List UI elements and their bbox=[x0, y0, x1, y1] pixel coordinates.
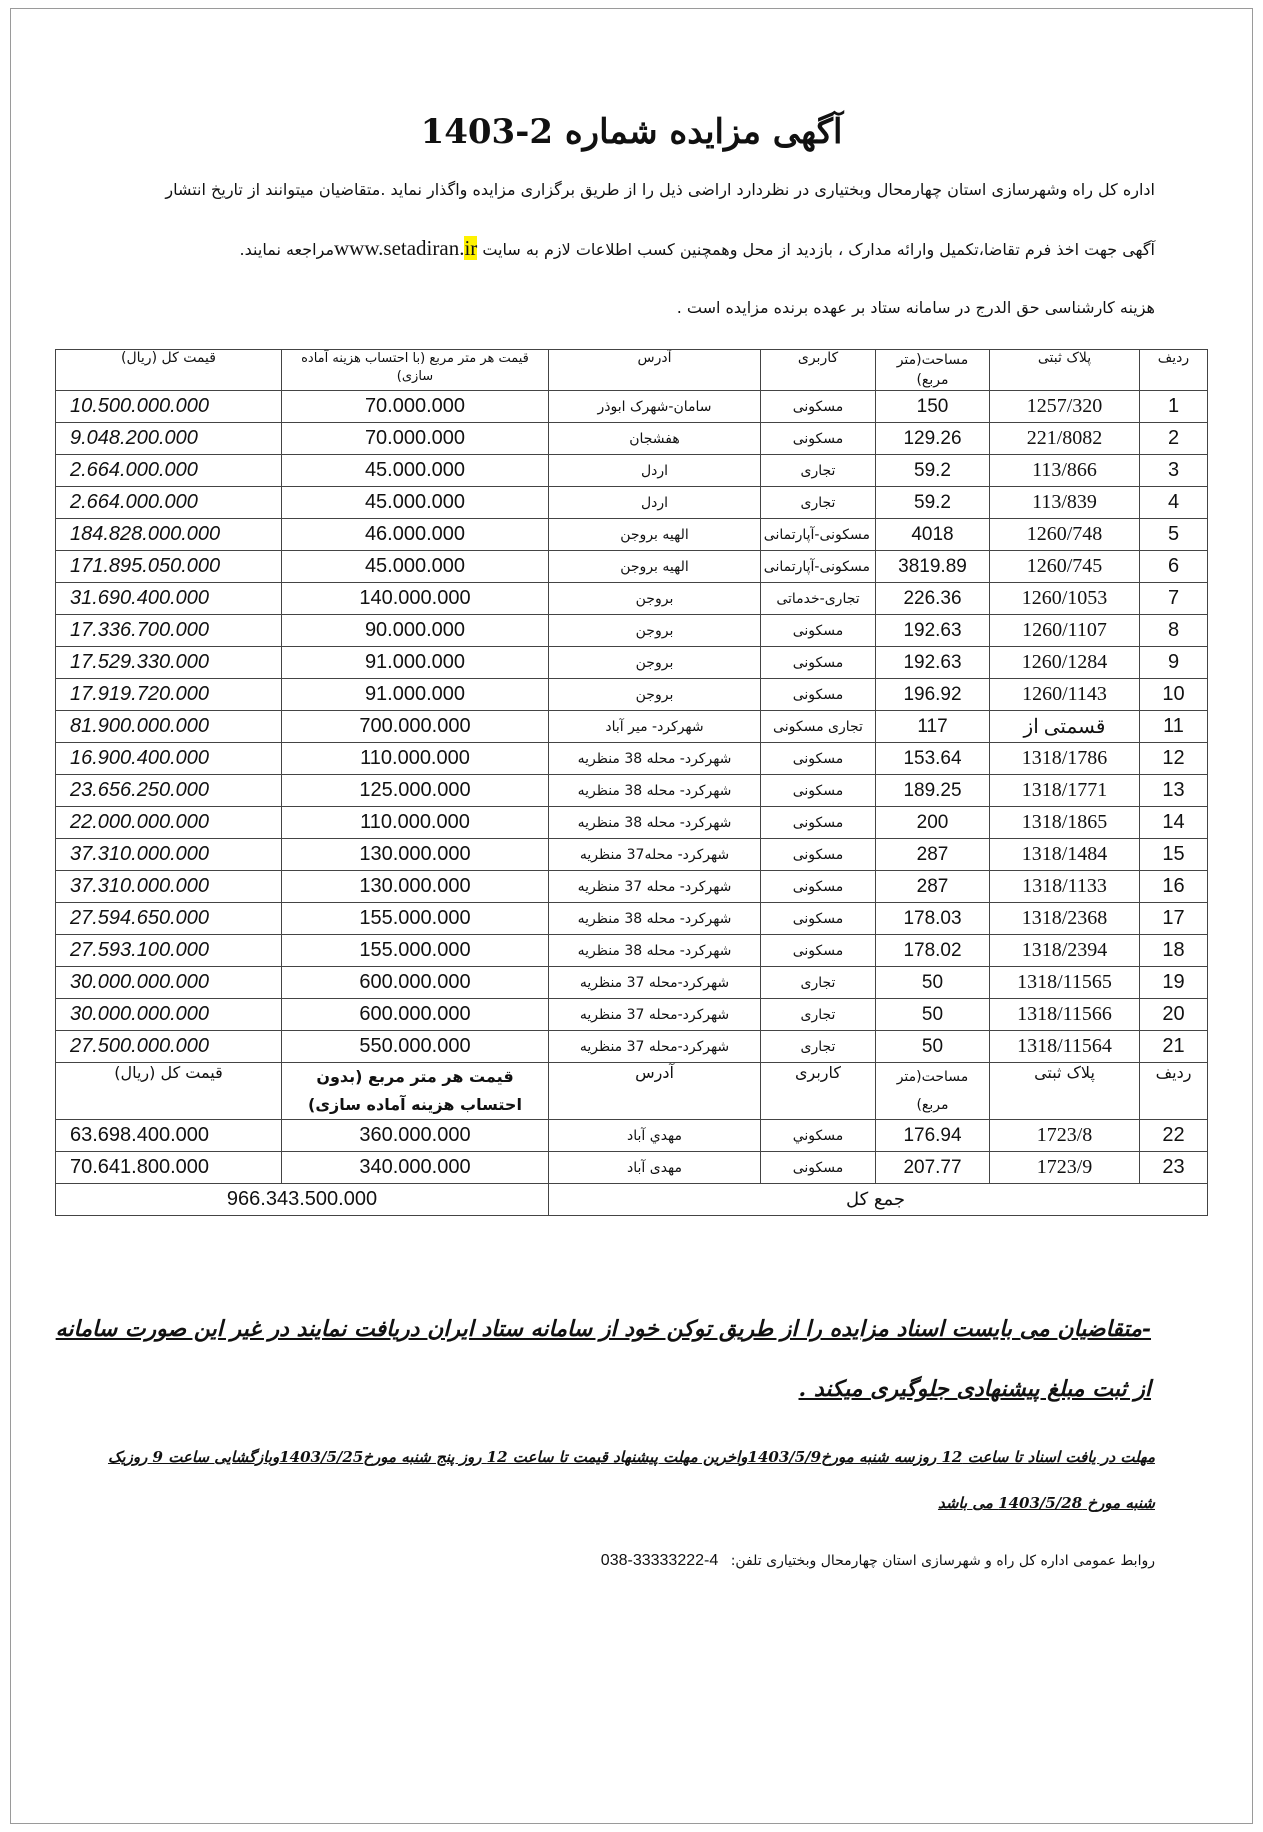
cell-use: تجاری bbox=[761, 1031, 876, 1063]
cell-area: 207.77 bbox=[876, 1152, 990, 1184]
intro-text-before: آگهی جهت اخذ فرم تقاضا،تکمیل وارائه مدارک ، بازدید از محل وهمچنین کسب اطلاعات لازم به سایت bbox=[482, 240, 1155, 259]
cell-row: 8 bbox=[1140, 615, 1208, 647]
cell-area: 153.64 bbox=[876, 743, 990, 775]
table-row bbox=[56, 967, 1208, 999]
cell-unit-price: 45.000.000 bbox=[282, 551, 549, 583]
intro-line-1: اداره کل راه وشهرسازی استان چهارمحال وبختیاری در نظردارد اراضی ذیل را از طریق برگزاری مزایده واگذار نماید .متقاضیان میتوانند از تاریخ انتشار bbox=[165, 180, 1155, 199]
cell-address: بروجن bbox=[549, 647, 761, 679]
sum-label: جمع کل bbox=[549, 1184, 1208, 1216]
cell-unit-price: 155.000.000 bbox=[282, 935, 549, 967]
cell-plak: 1260/1284 bbox=[990, 647, 1140, 679]
cell-address: شهرکرد- محله 38 منظریه bbox=[549, 903, 761, 935]
cell-use: تجاری bbox=[761, 455, 876, 487]
cell-row: 12 bbox=[1140, 743, 1208, 775]
cell-row: 14 bbox=[1140, 807, 1208, 839]
cell-unit-price: 46.000.000 bbox=[282, 519, 549, 551]
cell-address: مهدی آباد bbox=[549, 1152, 761, 1184]
cell-row: 3 bbox=[1140, 455, 1208, 487]
cell-use: مسکونی bbox=[761, 647, 876, 679]
cell-area: 117 bbox=[876, 711, 990, 743]
cell-area: 178.03 bbox=[876, 903, 990, 935]
cell-address: بروجن bbox=[549, 583, 761, 615]
cell-unit-price: 91.000.000 bbox=[282, 679, 549, 711]
table-row bbox=[56, 839, 1208, 871]
cell-plak: 1260/1143 bbox=[990, 679, 1140, 711]
cell-total-price: 70.641.800.000 bbox=[56, 1152, 282, 1184]
cell-plak: 1318/2368 bbox=[990, 903, 1140, 935]
cell-total-price: 30.000.000.000 bbox=[56, 999, 282, 1031]
cell-use: تجاری bbox=[761, 487, 876, 519]
table-row bbox=[56, 455, 1208, 487]
cell-address: سامان-شهرک ابوذر bbox=[549, 391, 761, 423]
cell-plak: 1260/1107 bbox=[990, 615, 1140, 647]
table-row bbox=[56, 679, 1208, 711]
cell-total-price: 17.336.700.000 bbox=[56, 615, 282, 647]
cell-area: 50 bbox=[876, 999, 990, 1031]
cell-row: 6 bbox=[1140, 551, 1208, 583]
cell-unit-price: 360.000.000 bbox=[282, 1120, 549, 1152]
cell-plak: 1318/2394 bbox=[990, 935, 1140, 967]
cell-row: 9 bbox=[1140, 647, 1208, 679]
cell-unit-price: 550.000.000 bbox=[282, 1031, 549, 1063]
table-row bbox=[56, 615, 1208, 647]
cell-use: مسکونی bbox=[761, 1152, 876, 1184]
cell-area: 50 bbox=[876, 1031, 990, 1063]
cell-plak: 1318/11565 bbox=[990, 967, 1140, 999]
cell-use: مسکونی bbox=[761, 391, 876, 423]
cell-address: شهرکرد- محله37 منظریه bbox=[549, 839, 761, 871]
cell-total-price: 63.698.400.000 bbox=[56, 1120, 282, 1152]
cell-address: شهرکرد- محله 38 منظریه bbox=[549, 807, 761, 839]
table-row bbox=[56, 775, 1208, 807]
footer-contact bbox=[601, 1552, 1155, 1570]
cell-address: بروجن bbox=[549, 679, 761, 711]
header-unit-price: قیمت هر متر مربع (با احتساب هزینه آماده سازی) bbox=[282, 350, 549, 391]
cell-area: 200 bbox=[876, 807, 990, 839]
header-plak: پلاک ثبتی bbox=[990, 1063, 1140, 1120]
cell-address: اردل bbox=[549, 487, 761, 519]
header-address: آدرس bbox=[549, 1063, 761, 1120]
cell-use: مسکونی bbox=[761, 679, 876, 711]
cell-use: تجاری-خدماتی bbox=[761, 583, 876, 615]
cell-unit-price: 45.000.000 bbox=[282, 487, 549, 519]
cell-use: تجاری مسکونی bbox=[761, 711, 876, 743]
cell-area: 287 bbox=[876, 839, 990, 871]
cell-unit-price: 130.000.000 bbox=[282, 839, 549, 871]
auction-table bbox=[55, 349, 1208, 1216]
table-row bbox=[56, 1031, 1208, 1063]
header-area: مساحت(متر مربع) bbox=[876, 1063, 990, 1120]
cell-total-price: 171.895.050.000 bbox=[56, 551, 282, 583]
table-row bbox=[56, 871, 1208, 903]
cell-row: 20 bbox=[1140, 999, 1208, 1031]
cell-unit-price: 140.000.000 bbox=[282, 583, 549, 615]
table-row bbox=[56, 551, 1208, 583]
sum-value: 966.343.500.000 bbox=[56, 1184, 549, 1216]
cell-total-price: 9.048.200.000 bbox=[56, 423, 282, 455]
cell-address: هفشجان bbox=[549, 423, 761, 455]
cell-plak: 1260/748 bbox=[990, 519, 1140, 551]
cell-plak: 1723/8 bbox=[990, 1120, 1140, 1152]
cell-unit-price: 110.000.000 bbox=[282, 743, 549, 775]
cell-unit-price: 70.000.000 bbox=[282, 391, 549, 423]
cell-unit-price: 125.000.000 bbox=[282, 775, 549, 807]
cell-total-price: 10.500.000.000 bbox=[56, 391, 282, 423]
cell-unit-price: 340.000.000 bbox=[282, 1152, 549, 1184]
cell-plak: 1318/1484 bbox=[990, 839, 1140, 871]
cell-total-price: 27.594.650.000 bbox=[56, 903, 282, 935]
cell-address: شهرکرد-محله 37 منظریه bbox=[549, 999, 761, 1031]
sum-row bbox=[56, 1184, 1208, 1216]
cell-address: شهرکرد-محله 37 منظریه bbox=[549, 967, 761, 999]
cell-unit-price: 45.000.000 bbox=[282, 455, 549, 487]
cell-use: مسکونی-آپارتمانی bbox=[761, 551, 876, 583]
cell-total-price: 16.900.400.000 bbox=[56, 743, 282, 775]
cell-unit-price: 600.000.000 bbox=[282, 967, 549, 999]
cell-row: 2 bbox=[1140, 423, 1208, 455]
cell-row: 17 bbox=[1140, 903, 1208, 935]
header-unit-price: قیمت هر متر مربع (بدون احتساب هزینه آماده سازی) bbox=[282, 1063, 549, 1120]
table-row bbox=[56, 903, 1208, 935]
table-row bbox=[56, 391, 1208, 423]
cell-total-price: 23.656.250.000 bbox=[56, 775, 282, 807]
header-row: ردیف bbox=[1140, 350, 1208, 391]
cell-unit-price: 70.000.000 bbox=[282, 423, 549, 455]
cell-row: 4 bbox=[1140, 487, 1208, 519]
cell-row: 21 bbox=[1140, 1031, 1208, 1063]
cell-plak: 1318/1133 bbox=[990, 871, 1140, 903]
cell-row: 23 bbox=[1140, 1152, 1208, 1184]
intro-text-after: مراجعه نمایند. bbox=[239, 240, 335, 259]
cell-use: مسکونی bbox=[761, 423, 876, 455]
cell-row: 18 bbox=[1140, 935, 1208, 967]
cell-plak: 1723/9 bbox=[990, 1152, 1140, 1184]
cell-use: مسکونی bbox=[761, 935, 876, 967]
table-row bbox=[56, 519, 1208, 551]
header-plak: پلاک ثبتی bbox=[990, 350, 1140, 391]
cell-address: الهیه بروجن bbox=[549, 551, 761, 583]
cell-plak: قسمتی از bbox=[990, 711, 1140, 743]
cell-plak: 1318/1786 bbox=[990, 743, 1140, 775]
cell-plak: 113/866 bbox=[990, 455, 1140, 487]
cell-unit-price: 155.000.000 bbox=[282, 903, 549, 935]
cell-address: شهرکرد- محله 38 منظریه bbox=[549, 743, 761, 775]
cell-address: شهرکرد- محله 37 منظریه bbox=[549, 871, 761, 903]
cell-use: مسکونی bbox=[761, 807, 876, 839]
cell-total-price: 184.828.000.000 bbox=[56, 519, 282, 551]
cell-plak: 1260/1053 bbox=[990, 583, 1140, 615]
cell-address: الهیه بروجن bbox=[549, 519, 761, 551]
header-use: کاربری bbox=[761, 350, 876, 391]
cell-area: 192.63 bbox=[876, 647, 990, 679]
table-row bbox=[56, 935, 1208, 967]
table-row bbox=[56, 1120, 1208, 1152]
cell-row: 19 bbox=[1140, 967, 1208, 999]
table-row bbox=[56, 1152, 1208, 1184]
cell-unit-price: 130.000.000 bbox=[282, 871, 549, 903]
header-row: ردیف bbox=[1140, 1063, 1208, 1120]
cell-row: 16 bbox=[1140, 871, 1208, 903]
footer-text: روابط عمومی اداره کل راه و شهرسازی استان چهارمحال وبختیاری تلفن: bbox=[730, 1553, 1155, 1569]
cell-total-price: 31.690.400.000 bbox=[56, 583, 282, 615]
cell-area: 287 bbox=[876, 871, 990, 903]
header-area: مساحت(متر مربع) bbox=[876, 350, 990, 391]
cell-use: مسکونی bbox=[761, 775, 876, 807]
intro-line-3: هزینه کارشناسی حق الدرج در سامانه ستاد بر عهده برنده مزایده است . bbox=[676, 298, 1155, 317]
table-row bbox=[56, 423, 1208, 455]
cell-total-price: 17.919.720.000 bbox=[56, 679, 282, 711]
cell-total-price: 2.664.000.000 bbox=[56, 487, 282, 519]
cell-address: مهدي آباد bbox=[549, 1120, 761, 1152]
cell-plak: 221/8082 bbox=[990, 423, 1140, 455]
cell-use: مسکونی-آپارتمانی bbox=[761, 519, 876, 551]
cell-row: 22 bbox=[1140, 1120, 1208, 1152]
cell-plak: 1318/11566 bbox=[990, 999, 1140, 1031]
cell-use: تجاری bbox=[761, 967, 876, 999]
table-row bbox=[56, 743, 1208, 775]
cell-unit-price: 700.000.000 bbox=[282, 711, 549, 743]
website-link[interactable]: www.setadiran.ir bbox=[334, 236, 478, 260]
intro-line-2 bbox=[95, 236, 1155, 261]
cell-area: 59.2 bbox=[876, 487, 990, 519]
table-row bbox=[56, 999, 1208, 1031]
cell-total-price: 30.000.000.000 bbox=[56, 967, 282, 999]
cell-area: 226.36 bbox=[876, 583, 990, 615]
cell-row: 15 bbox=[1140, 839, 1208, 871]
header-total-price: قیمت کل (ریال) bbox=[56, 1063, 282, 1120]
cell-address: شهرکرد-محله 37 منظریه bbox=[549, 1031, 761, 1063]
cell-total-price: 27.500.000.000 bbox=[56, 1031, 282, 1063]
cell-plak: 1318/1771 bbox=[990, 775, 1140, 807]
table-row bbox=[56, 807, 1208, 839]
cell-area: 50 bbox=[876, 967, 990, 999]
notice-line-2: از ثبت مبلغ پیشنهادی جلوگیری میکند . bbox=[798, 1376, 1151, 1402]
table-row bbox=[56, 711, 1208, 743]
cell-area: 59.2 bbox=[876, 455, 990, 487]
cell-address: شهرکرد- محله 38 منظریه bbox=[549, 775, 761, 807]
cell-total-price: 17.529.330.000 bbox=[56, 647, 282, 679]
cell-area: 176.94 bbox=[876, 1120, 990, 1152]
cell-plak: 1318/1865 bbox=[990, 807, 1140, 839]
cell-area: 192.63 bbox=[876, 615, 990, 647]
cell-area: 129.26 bbox=[876, 423, 990, 455]
cell-unit-price: 91.000.000 bbox=[282, 647, 549, 679]
header-use: کاربری bbox=[761, 1063, 876, 1120]
cell-area: 4018 bbox=[876, 519, 990, 551]
cell-total-price: 37.310.000.000 bbox=[56, 839, 282, 871]
notice-line-4: شنبه مورخ 1403/5/28 می باشد bbox=[937, 1494, 1155, 1512]
header-address: آدرس bbox=[549, 350, 761, 391]
cell-use: مسکونی bbox=[761, 839, 876, 871]
cell-row: 5 bbox=[1140, 519, 1208, 551]
cell-row: 7 bbox=[1140, 583, 1208, 615]
cell-use: مسکونی bbox=[761, 743, 876, 775]
cell-address: شهرکرد- محله 38 منظریه bbox=[549, 935, 761, 967]
cell-use: مسکونی bbox=[761, 871, 876, 903]
table-row bbox=[56, 487, 1208, 519]
cell-plak: 113/839 bbox=[990, 487, 1140, 519]
cell-area: 189.25 bbox=[876, 775, 990, 807]
footer-phone: 038-33333222-4 bbox=[600, 1552, 719, 1569]
cell-area: 196.92 bbox=[876, 679, 990, 711]
cell-unit-price: 600.000.000 bbox=[282, 999, 549, 1031]
page-title: آگهی مزایده شماره 2-1403 bbox=[420, 112, 843, 152]
header-total-price: قیمت کل (ریال) bbox=[56, 350, 282, 391]
cell-use: مسكوني bbox=[761, 1120, 876, 1152]
cell-plak: 1318/11564 bbox=[990, 1031, 1140, 1063]
cell-row: 13 bbox=[1140, 775, 1208, 807]
cell-row: 10 bbox=[1140, 679, 1208, 711]
table-row bbox=[56, 583, 1208, 615]
cell-area: 3819.89 bbox=[876, 551, 990, 583]
notice-line-3: مهلت در یافت اسناد تا ساعت 12 روزسه شنبه مورخ1403/5/9واخرین مهلت پیشنهاد قیمت تا ساعت 12 روز پنج شنبه مورخ1403/5/25وبازگشایی ساعت 9 روزیک bbox=[107, 1448, 1155, 1466]
notice-line-1: -متقاضیان می بایست اسناد مزایده را از طریق توکن خود از سامانه ستاد ایران دریافت نمایند در غیر این صورت سامانه bbox=[55, 1316, 1151, 1342]
cell-total-price: 81.900.000.000 bbox=[56, 711, 282, 743]
cell-unit-price: 110.000.000 bbox=[282, 807, 549, 839]
table-row bbox=[56, 647, 1208, 679]
cell-total-price: 37.310.000.000 bbox=[56, 871, 282, 903]
cell-unit-price: 90.000.000 bbox=[282, 615, 549, 647]
cell-total-price: 22.000.000.000 bbox=[56, 807, 282, 839]
table-header bbox=[56, 350, 1208, 391]
cell-address: بروجن bbox=[549, 615, 761, 647]
cell-address: اردل bbox=[549, 455, 761, 487]
cell-use: مسکونی bbox=[761, 615, 876, 647]
cell-plak: 1260/745 bbox=[990, 551, 1140, 583]
cell-area: 150 bbox=[876, 391, 990, 423]
cell-row: 11 bbox=[1140, 711, 1208, 743]
cell-row: 1 bbox=[1140, 391, 1208, 423]
cell-total-price: 27.593.100.000 bbox=[56, 935, 282, 967]
cell-use: تجاری bbox=[761, 999, 876, 1031]
cell-use: مسکونی bbox=[761, 903, 876, 935]
cell-address: شهرکرد- میر آباد bbox=[549, 711, 761, 743]
table-header-2 bbox=[56, 1063, 1208, 1120]
cell-total-price: 2.664.000.000 bbox=[56, 455, 282, 487]
cell-area: 178.02 bbox=[876, 935, 990, 967]
cell-plak: 1257/320 bbox=[990, 391, 1140, 423]
